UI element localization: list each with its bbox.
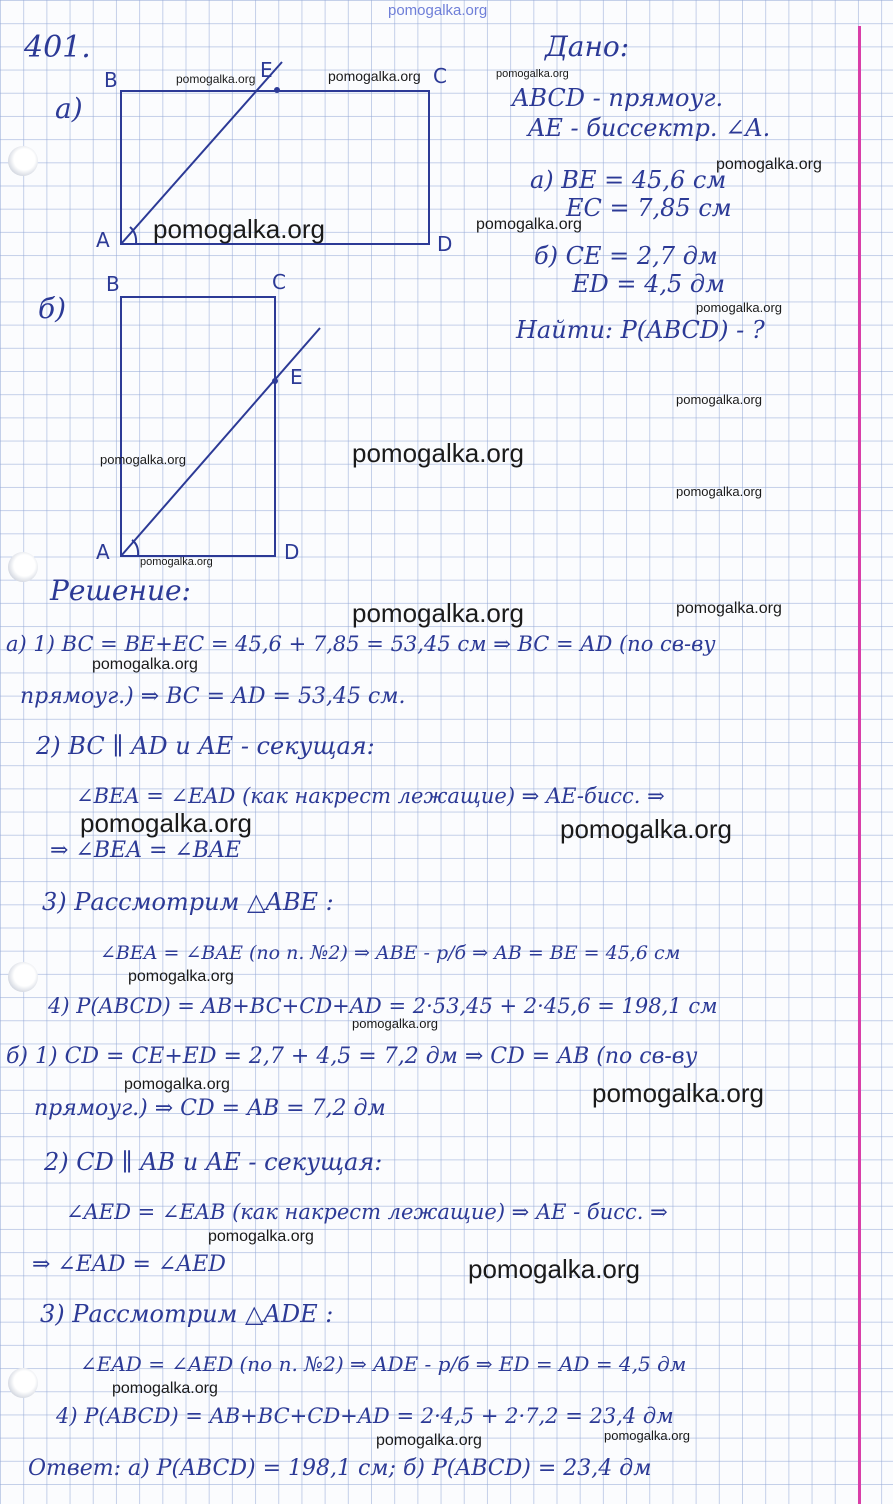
- fig-b-label-e: E: [290, 365, 303, 389]
- site-header-watermark: pomogalka.org: [388, 2, 488, 19]
- fig-a-label-b: B: [104, 68, 118, 92]
- part-b-label: б): [38, 292, 67, 325]
- fig-b-label-a: A: [96, 540, 110, 564]
- watermark: pomogalka.org: [376, 1432, 482, 1449]
- solution-line: 2) BC ∥ AD и AE - секущая:: [36, 732, 375, 760]
- watermark: pomogalka.org: [92, 656, 198, 673]
- watermark: pomogalka.org: [352, 1016, 438, 1031]
- problem-number: 401.: [24, 30, 91, 65]
- bisector-b: [121, 328, 320, 556]
- solution-line: ∠EAD = ∠AED (по п. №2) ⇒ ADE - р/б ⇒ ED = AD = 4,5 дм: [80, 1352, 687, 1376]
- solution-line: прямоуг.) ⇒ BC = AD = 53,45 см.: [20, 684, 406, 709]
- watermark: pomogalka.org: [716, 156, 822, 173]
- watermark: pomogalka.org: [140, 556, 213, 568]
- watermark: pomogalka.org: [352, 438, 524, 468]
- solution-line: 4) P(ABCD) = AB+BC+CD+AD = 2·53,45 + 2·45,6 = 198,1 см: [48, 994, 718, 1018]
- fig-a-label-c: C: [433, 64, 447, 88]
- solution-line: 2) CD ∥ AB и AE - секущая:: [44, 1148, 383, 1176]
- watermark: pomogalka.org: [476, 216, 582, 233]
- part-a-label: а): [55, 92, 83, 125]
- watermark: pomogalka.org: [100, 452, 186, 467]
- fig-b-label-d: D: [284, 540, 300, 564]
- watermark: pomogalka.org: [80, 808, 252, 838]
- watermark: pomogalka.org: [676, 600, 782, 617]
- watermark: pomogalka.org: [153, 214, 325, 244]
- given-title: Дано:: [545, 30, 630, 63]
- given-line-2: AE - биссектр. ∠A.: [528, 114, 771, 142]
- watermark: pomogalka.org: [352, 598, 524, 628]
- given-a-1: а) BE = 45,6 см: [530, 166, 727, 194]
- fig-b-label-c: C: [272, 270, 286, 294]
- answer-line: Ответ: а) P(ABCD) = 198,1 см; б) P(ABCD) = 23,4 дм: [28, 1456, 652, 1481]
- watermark: pomogalka.org: [696, 300, 782, 315]
- rectangle-b: [121, 297, 275, 556]
- watermark: pomogalka.org: [676, 392, 762, 407]
- watermark: pomogalka.org: [676, 484, 762, 499]
- given-b-1: б) CE = 2,7 дм: [534, 242, 718, 270]
- watermark: pomogalka.org: [604, 1428, 690, 1443]
- watermark: pomogalka.org: [328, 68, 421, 84]
- solution-line: ∠BEA = ∠EAD (как накрест лежащие) ⇒ AE-бисс. ⇒: [76, 784, 665, 808]
- solution-line: 3) Рассмотрим △ABE :: [42, 888, 334, 916]
- watermark: pomogalka.org: [592, 1078, 764, 1108]
- solution-line: а) 1) BC = BE+EC = 45,6 + 7,85 = 53,45 см ⇒ BC = AD (по св-ву: [6, 632, 716, 656]
- solution-line: ⇒ ∠EAD = ∠AED: [32, 1252, 226, 1277]
- watermark: pomogalka.org: [124, 1076, 230, 1093]
- solution-line: 3) Рассмотрим △ADE :: [40, 1300, 334, 1328]
- given-line-1: ABCD - прямоуг.: [512, 84, 724, 112]
- solution-line: б) 1) CD = CE+ED = 2,7 + 4,5 = 7,2 дм ⇒ CD = AB (по св-ву: [6, 1044, 698, 1069]
- watermark: pomogalka.org: [560, 814, 732, 844]
- solution-title: Решение:: [50, 574, 191, 607]
- given-find: Найти: P(ABCD) - ?: [516, 316, 765, 344]
- solution-line: ⇒ ∠BEA = ∠BAE: [50, 838, 241, 863]
- fig-a-label-d: D: [437, 232, 453, 256]
- watermark: pomogalka.org: [208, 1228, 314, 1245]
- fig-a-label-a: A: [96, 228, 110, 252]
- point-e-a: [274, 87, 280, 93]
- given-a-2: EC = 7,85 см: [566, 194, 732, 222]
- given-b-2: ED = 4,5 дм: [572, 270, 726, 298]
- watermark: pomogalka.org: [128, 968, 234, 985]
- solution-line: 4) P(ABCD) = AB+BC+CD+AD = 2·4,5 + 2·7,2 = 23,4 дм: [56, 1404, 674, 1428]
- angle-arc-a: [130, 227, 136, 244]
- watermark: pomogalka.org: [496, 68, 569, 80]
- point-e-b: [272, 378, 278, 384]
- solution-line: прямоуг.) ⇒ CD = AB = 7,2 дм: [34, 1096, 386, 1121]
- watermark: pomogalka.org: [112, 1380, 218, 1397]
- fig-a-label-e: E: [260, 58, 273, 82]
- watermark: pomogalka.org: [176, 72, 256, 86]
- solution-line: ∠AED = ∠EAB (как накрест лежащие) ⇒ AE - бисс. ⇒: [66, 1200, 668, 1224]
- fig-b-label-b: B: [106, 272, 120, 296]
- solution-line: ∠BEA = ∠BAE (по п. №2) ⇒ ABE - р/б ⇒ AB = BE = 45,6 см: [100, 942, 681, 964]
- watermark: pomogalka.org: [468, 1254, 640, 1284]
